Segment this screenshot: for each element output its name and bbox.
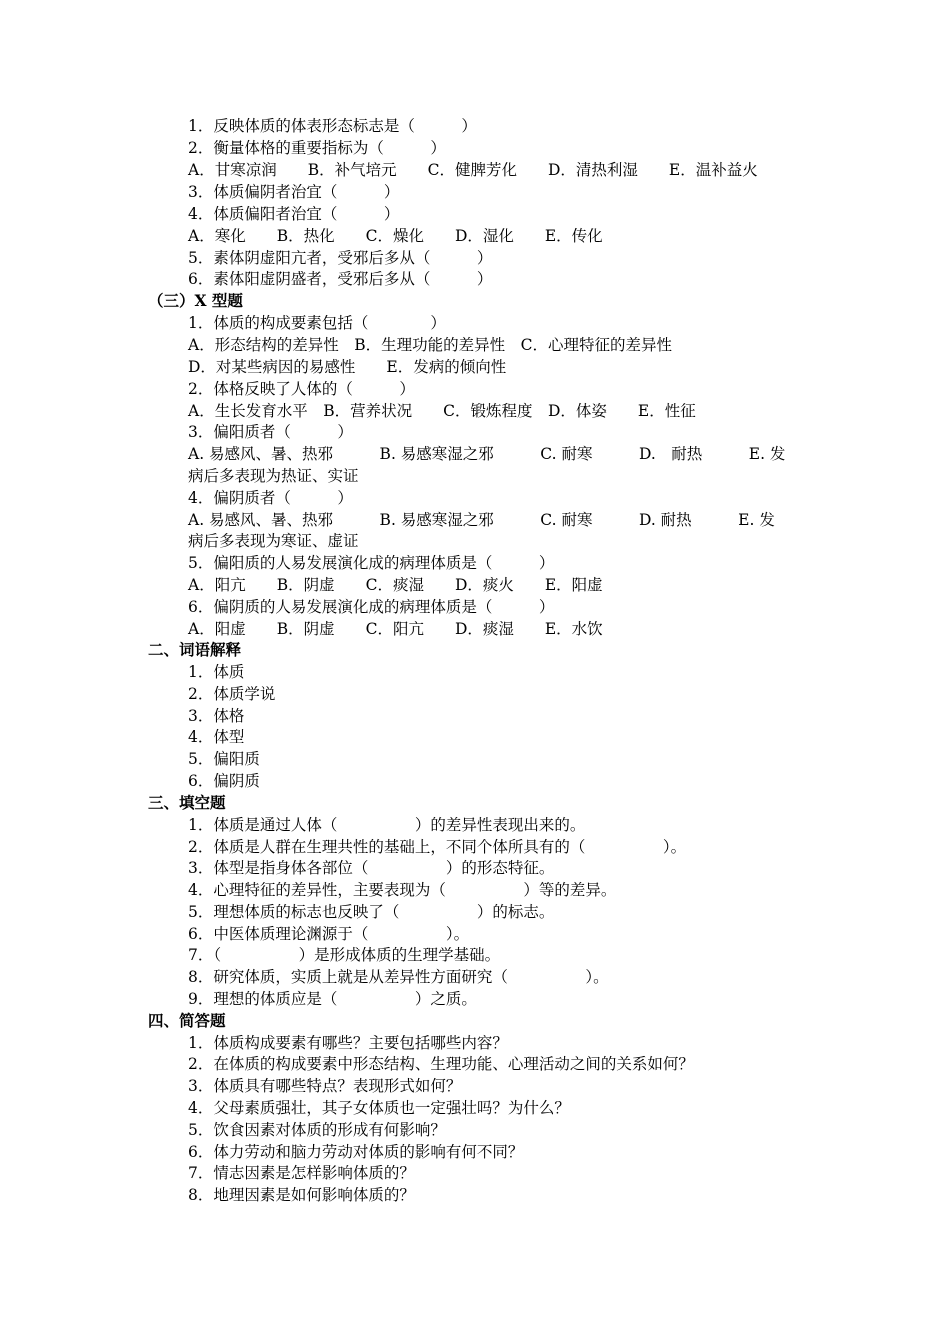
term-item: 3．体格 <box>188 707 245 725</box>
short-answer-item: 5．饮食因素对体质的形成有何影响？ <box>188 1121 446 1139</box>
short-answer-item: 4．父母素质强壮，其子女体质也一定强壮吗？为什么？ <box>188 1099 570 1117</box>
short-answer-item: 3．体质具有哪些特点？表现形式如何？ <box>188 1077 462 1095</box>
section-heading: 三、填空题 <box>148 793 226 812</box>
short-answer-item: 7．情志因素是怎样影响体质的？ <box>188 1164 415 1182</box>
options-line: 病后多表现为寒证、虚证 <box>188 532 359 550</box>
fill-blank-item: 4．心理特征的差异性，主要表现为（ ）等的差异。 <box>188 881 617 899</box>
options-line: A．生长发育水平 B．营养状况 C．锻炼程度 D．体姿 E．性征 <box>188 402 696 420</box>
short-answer-item: 8．地理因素是如何影响体质的？ <box>188 1186 415 1204</box>
fill-blank-item: 6．中医体质理论渊源于（ ）。 <box>188 925 470 943</box>
options-line: A. 易感风、暑、热邪 B. 易感寒湿之邪 C. 耐寒 D. 耐热 E. 发 <box>188 445 786 463</box>
question-line: 3．偏阳质者（ ） <box>188 423 353 441</box>
fill-blank-item: 9．理想的体质应是（ ）之质。 <box>188 990 477 1008</box>
fill-blank-item: 3．体型是指身体各部位（ ）的形态特征。 <box>188 859 555 877</box>
question-line: 4．偏阴质者（ ） <box>188 489 353 507</box>
fill-blank-item: 7．（ ）是形成体质的生理学基础。 <box>188 946 501 964</box>
question-line: 5．素体阴虚阳亢者，受邪后多从（ ） <box>188 249 493 267</box>
question-line: 6．素体阳虚阴盛者，受邪后多从（ ） <box>188 270 493 288</box>
options-line: A．形态结构的差异性 B．生理功能的差异性 C．心理特征的差异性 <box>188 336 672 354</box>
question-line: 2．体格反映了人体的（ ） <box>188 380 415 398</box>
short-answer-item: 1．体质构成要素有哪些？主要包括哪些内容？ <box>188 1034 508 1052</box>
options-line: D．对某些病因的易感性 E．发病的倾向性 <box>188 358 507 376</box>
term-item: 5．偏阳质 <box>188 750 260 768</box>
question-line: 6．偏阴质的人易发展演化成的病理体质是（ ） <box>188 598 555 616</box>
question-line: 5．偏阳质的人易发展演化成的病理体质是（ ） <box>188 554 555 572</box>
section-heading: 四、简答题 <box>148 1011 226 1030</box>
fill-blank-item: 1．体质是通过人体（ ）的差异性表现出来的。 <box>188 816 586 834</box>
term-item: 4．体型 <box>188 728 245 746</box>
options-line: 病后多表现为热证、实证 <box>188 467 359 485</box>
fill-blank-item: 8．研究体质，实质上就是从差异性方面研究（ ）。 <box>188 968 609 986</box>
short-answer-item: 2．在体质的构成要素中形态结构、生理功能、心理活动之间的关系如何？ <box>188 1055 694 1073</box>
question-line: 1．体质的构成要素包括（ ） <box>188 314 446 332</box>
options-line: A．寒化 B．热化 C．燥化 D．湿化 E．传化 <box>188 227 603 245</box>
options-line: A. 易感风、暑、热邪 B. 易感寒湿之邪 C. 耐寒 D. 耐热 E. 发 <box>188 511 775 529</box>
term-item: 1．体质 <box>188 663 245 681</box>
question-line: 1．反映体质的体表形态标志是（ ） <box>188 117 477 135</box>
fill-blank-item: 5．理想体质的标志也反映了（ ）的标志。 <box>188 903 555 921</box>
subsection-heading: （三）X 型题 <box>148 291 243 310</box>
term-item: 6．偏阴质 <box>188 772 260 790</box>
question-line: 4．体质偏阳者治宜（ ） <box>188 205 400 223</box>
section-heading: 二、词语解释 <box>148 640 242 659</box>
fill-blank-item: 2．体质是人群在生理共性的基础上，不同个体所具有的（ ）。 <box>188 838 687 856</box>
short-answer-item: 6．体力劳动和脑力劳动对体质的影响有何不同？ <box>188 1143 524 1161</box>
question-line: 2．衡量体格的重要指标为（ ） <box>188 139 446 157</box>
term-item: 2．体质学说 <box>188 685 276 703</box>
question-line: 3．体质偏阴者治宜（ ） <box>188 183 400 201</box>
options-line: A．甘寒凉润 B．补气培元 C．健脾芳化 D．清热利湿 E．温补益火 <box>188 161 758 179</box>
options-line: A．阳虚 B．阴虚 C．阳亢 D．痰湿 E．水饮 <box>188 620 603 638</box>
options-line: A．阳亢 B．阴虚 C．痰湿 D．痰火 E．阳虚 <box>188 576 603 594</box>
